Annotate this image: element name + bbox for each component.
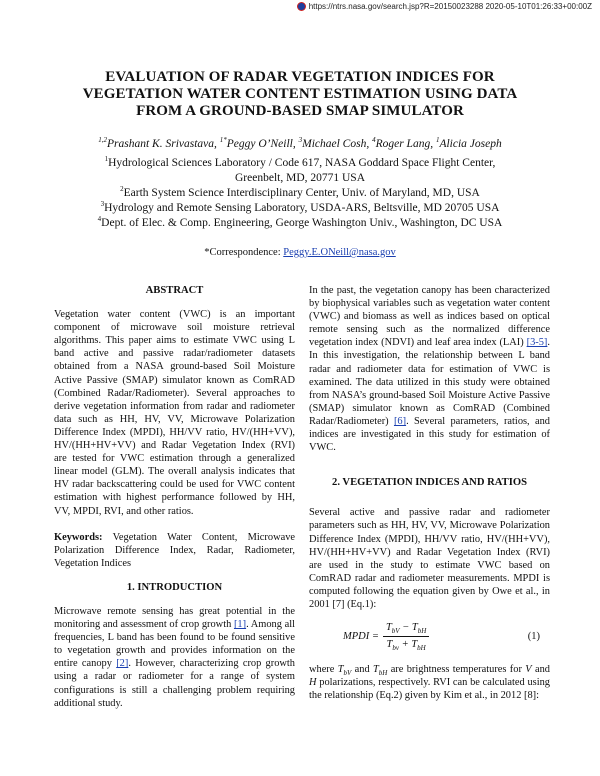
author-3-affil: 3 bbox=[298, 136, 303, 145]
nasa-logo-icon bbox=[297, 2, 306, 11]
author-5: Alicia Joseph bbox=[439, 138, 502, 150]
right-intro-text-3: . Several parameters, ratios, and indices are investigated in this study for estimation of VWC. bbox=[309, 415, 550, 454]
author-3: Michael Cosh, bbox=[302, 138, 373, 150]
p2-t2: T bbox=[373, 664, 379, 676]
p2-t1: T bbox=[337, 664, 344, 676]
author-1-affil: 1,2 bbox=[98, 136, 107, 145]
eq-num-sub2: bH bbox=[417, 627, 427, 636]
affil-4-marker: 4 bbox=[97, 215, 102, 224]
eq-minus: − bbox=[399, 622, 412, 634]
ref-1-link[interactable]: [1] bbox=[233, 619, 247, 631]
p2-text-e: polarizations, respectively. RVI can be calculated using the relationship (Eq.2) given by Kim et al., in 2012 [8]: bbox=[309, 677, 550, 702]
right-intro-text bbox=[309, 284, 550, 454]
introduction-text bbox=[54, 605, 295, 710]
ref-3-5-link[interactable]: [3-5] bbox=[526, 337, 548, 349]
ref-2-link[interactable]: [2] bbox=[116, 658, 129, 670]
affil-1-line-2: Greenbelt, MD, 20771 USA bbox=[235, 172, 365, 184]
p2-v: V bbox=[525, 664, 532, 676]
eq-num-sub1: bV bbox=[391, 627, 400, 636]
right-column bbox=[309, 284, 550, 702]
correspondence bbox=[0, 247, 600, 258]
section-2-paragraph-2 bbox=[309, 663, 550, 702]
affil-4-text: Dept. of Elec. & Comp. Engineering, George Washington Univ., Washington, DC USA bbox=[101, 217, 503, 229]
abstract-heading: ABSTRACT bbox=[145, 285, 204, 296]
equation-number: (1) bbox=[527, 630, 540, 642]
affil-2-text: Earth System Science Interdisciplinary Center, Univ. of Maryland, MD, USA bbox=[123, 187, 480, 199]
correspondence-email-link[interactable]: Peggy.E.ONeill@nasa.gov bbox=[283, 247, 396, 258]
p2-text-a: where bbox=[309, 664, 338, 676]
affil-3-marker: 3 bbox=[100, 200, 105, 209]
equation-fraction bbox=[383, 621, 429, 650]
author-4: Roger Lang, bbox=[375, 138, 436, 150]
p2-text-c: are brightness temperatures for bbox=[387, 664, 526, 676]
p2-sub2: bH bbox=[378, 669, 388, 678]
affiliation-1 bbox=[0, 156, 600, 186]
p2-text-b: and bbox=[351, 664, 373, 676]
eq-num-t1: T bbox=[385, 622, 392, 634]
author-2-affil: 1* bbox=[219, 136, 227, 145]
affiliation-3 bbox=[0, 201, 600, 216]
equation-numerator bbox=[383, 621, 429, 636]
ntrs-header bbox=[297, 2, 592, 11]
section-2-paragraph-1: Several active and passive radar and radiometer parameters such as HH, HV, VV, Microwave Polarization Difference Index (MPDI), HH/VV ratio, HV/(HH+VV), HV/(HH+HV+VV) and Radar Vegetation Index (RVI) are used in the study to estimate VWC based on ComRAD radar and radiometer measurements. MPDI is computed following the equation given by Owe et al., in 2001 [7] (Eq.1): bbox=[309, 507, 550, 610]
affiliation-4 bbox=[0, 216, 600, 231]
eq-den-sub2: bH bbox=[417, 643, 426, 652]
author-1: Prashant K. Srivastava, bbox=[107, 138, 220, 150]
affil-1-line-1: Hydrological Sciences Laboratory / Code 617, NASA Goddard Space Flight Center, bbox=[108, 157, 496, 169]
introduction-heading: 1. INTRODUCTION bbox=[126, 581, 223, 593]
p2-sub1: bV bbox=[343, 669, 352, 678]
eq-den-t1: T bbox=[386, 638, 393, 650]
equation-lhs: MPDI = bbox=[343, 630, 379, 642]
p2-h: H bbox=[309, 677, 317, 689]
right-intro-text-1: In the past, the vegetation canopy has been characterized by biophysical variables such as vegetation water content (VWC) and biomass as well as indices based on optical remote sensing such as the normalized difference vegetation index (NDVI) and leaf area index (LAI) bbox=[309, 285, 550, 349]
author-2: Peggy O’Neill, bbox=[226, 138, 299, 150]
intro-text-2: . Among all frequencies, L band has been found to be found sensitive to vegetation growth and provides information on the entire canopy bbox=[54, 619, 296, 670]
title-line-1: EVALUATION OF RADAR VEGETATION INDICES FOR bbox=[105, 69, 495, 85]
p2-text-d: and bbox=[531, 664, 550, 676]
affiliation-2 bbox=[0, 186, 600, 201]
keywords-text: Vegetation Water Content, Microwave Polarization Difference Index, Radar, Radiometer, Vegetation Indices bbox=[54, 531, 295, 569]
ref-6-link[interactable]: [6] bbox=[393, 415, 407, 427]
eq-num-t2: T bbox=[411, 622, 418, 634]
left-column bbox=[54, 284, 295, 710]
title-line-2: VEGETATION WATER CONTENT ESTIMATION USING DATA bbox=[82, 86, 518, 102]
author-5-affil: 1 bbox=[435, 136, 440, 145]
intro-text-1: Microwave remote sensing has great potential in the monitoring and assessment of crop growth bbox=[54, 605, 295, 631]
keywords-paragraph bbox=[54, 531, 295, 570]
title-line-3: FROM A GROUND-BASED SMAP SIMULATOR bbox=[136, 103, 464, 119]
affil-1-marker: 1 bbox=[104, 155, 109, 164]
abstract-text: Vegetation water content (VWC) is an important component of microwave soil moisture retrieval algorithms. This paper aims to estimate VWC using L band active and passive radar/radiometer datasets obtained from a NASA ground-based Soil Moisture Active Passive (SMAP) simulator known as ComRAD (Combined Radar/Radiometer). Several approaches to derive vegetation information from radar and radiometer data such as HH, HV, VV, Microwave Polarization Difference Index (MPDI), HH/VV ratio, HV/(HH+VV), HV/(HH+HV+VV) and Radar Vegetation Index (RVI) are tested for VWC estimation through a generalized linear model (GLM). The overall analysis indicates that HV radar backscattering could be used for VWC content estimation with highest performance followed by HH, VV, MPDI, RVI, and other ratios. bbox=[54, 309, 295, 517]
author-4-affil: 4 bbox=[372, 136, 376, 145]
eq-plus: + bbox=[398, 638, 412, 650]
equation-1 bbox=[309, 617, 550, 655]
eq-den-sub1: bv bbox=[392, 643, 399, 652]
affil-2-marker: 2 bbox=[120, 185, 124, 194]
eq-den-t2: T bbox=[411, 638, 418, 650]
author-list bbox=[0, 138, 600, 150]
correspondence-label: *Correspondence: bbox=[204, 247, 284, 258]
intro-text-3: . However, characterizing crop growth using a radar or radiometer for a range of system configurations is still a challenging problem requiring additional study. bbox=[54, 658, 295, 709]
section-2-heading: 2. VEGETATION INDICES AND RATIOS bbox=[332, 477, 527, 489]
affil-3-text: Hydrology and Remote Sensing Laboratory, USDA-ARS, Beltsville, MD 20705 USA bbox=[104, 202, 500, 214]
equation-denominator bbox=[384, 637, 429, 651]
ntrs-url[interactable]: https://ntrs.nasa.gov/search.jsp?R=20150023288 2020-05-10T01:26:33+00:00Z bbox=[308, 2, 592, 11]
paper-title bbox=[0, 69, 600, 120]
right-intro-text-2: . In this investigation, the relationship between L band radar and radiometer data for estimation of VWC is examined. The data utilized in this study were obtained from NASA’s ground-based Soil Moisture Active Passive (SMAP) simulator known as ComRAD (Combined Radar/Radiometer) bbox=[309, 337, 550, 427]
keywords-label: Keywords: bbox=[54, 531, 103, 543]
